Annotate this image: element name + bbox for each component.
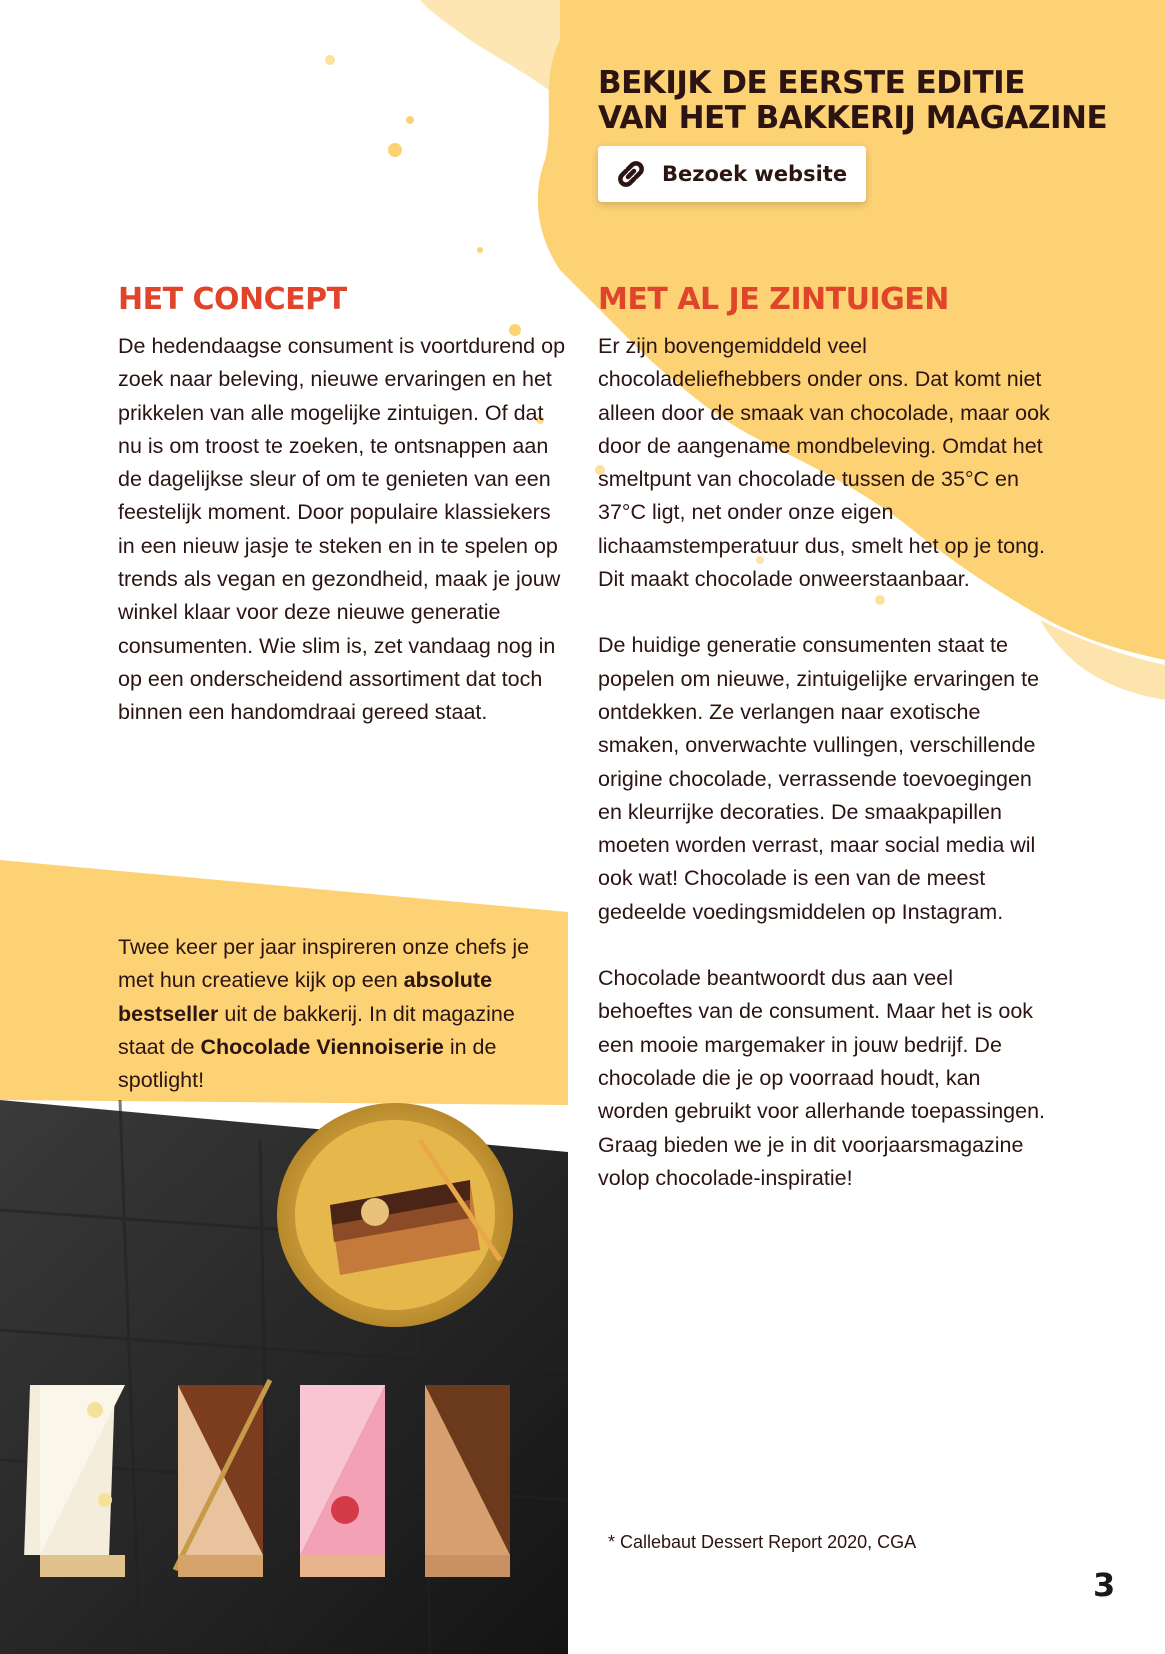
cta-title-line-1: BEKIJK DE EERSTE EDITIE <box>598 65 1025 101</box>
promo-bold-bestseller: absolute bestseller <box>118 968 493 1026</box>
senses-paragraph-3: Chocolade beantwoordt dus aan veel behoeftes van de consument. Maar het is ook een mooie margemaker in jouw bedrijf. De chocolade die je op voorraad houdt, kan worden gebruikt voor allerhande toepassingen. Graag bieden we je in dit voorjaarsmagazine volop chocolade-inspiratie! <box>598 966 1046 1190</box>
senses-body <box>598 330 1050 1228</box>
visit-website-button[interactable] <box>598 146 866 202</box>
cta-title-line-2: VAN HET BAKKERIJ MAGAZINE <box>598 100 1108 136</box>
magazine-cta-title <box>598 66 1158 136</box>
senses-paragraph-1: Er zijn bovengemiddeld veel chocoladeliefhebbers onder ons. Dat komt niet alleen door de smaak van chocolade, maar ook door de aangename mondbeleving. Omdat het smeltpunt van chocolade tussen de 35°C en 37°C ligt, net onder onze eigen lichaamstemperatuur dus, smelt het op je tong. Dit maakt chocolade onweerstaanbaar. <box>598 334 1050 592</box>
promo-text-part-3: in de spotlight! <box>118 1034 497 1093</box>
dessert-photo <box>0 1100 568 1654</box>
footnote: * Callebaut Dessert Report 2020, CGA <box>608 1532 917 1552</box>
visit-website-label: Bezoek website <box>662 162 848 186</box>
promo-text-part-1: Twee keer per jaar inspireren onze chefs je met hun creatieve kijk op een <box>118 935 530 993</box>
promo-text <box>118 931 558 1097</box>
link-icon <box>614 157 648 191</box>
senses-paragraph-2: De huidige generatie consumenten staat te popelen om nieuwe, zintuigelijke ervaringen te ontdekken. Ze verlangen naar exotische smaken, onverwachte vullingen, verschillende origine chocolade, verrassende toevoegingen en kleurrijke decoraties. De smaakpapillen moeten worden verrast, maar social media wil ook wat! Chocolade is een van de meest gedeelde voedingsmiddelen op Instagram. <box>598 633 1040 924</box>
promo-text-part-2: uit de bakkerij. In dit magazine staat de <box>118 1001 515 1059</box>
concept-heading: HET CONCEPT <box>118 282 347 317</box>
page-number: 3 <box>1093 1566 1116 1604</box>
senses-heading: MET AL JE ZINTUIGEN <box>598 282 949 317</box>
concept-body <box>118 330 570 763</box>
concept-paragraph: De hedendaagse consument is voortdurend op zoek naar beleving, nieuwe ervaringen en het prikkelen van alle mogelijke zintuigen. Of dat nu is om troost te zoeken, te ontsnappen aan de dagelijkse sleur of om te genieten van een feestelijk moment. Door populaire klassiekers in een nieuw jasje te steken en in te spelen op trends als vegan en gezondheid, maak je jouw winkel klaar voor deze nieuwe generatie consumenten. Wie slim is, zet vandaag nog in op een onderscheidend assortiment dat toch binnen een handomdraai gereed staat. <box>118 334 566 725</box>
promo-bold-viennoiserie: Chocolade Viennoiserie <box>200 1034 444 1059</box>
